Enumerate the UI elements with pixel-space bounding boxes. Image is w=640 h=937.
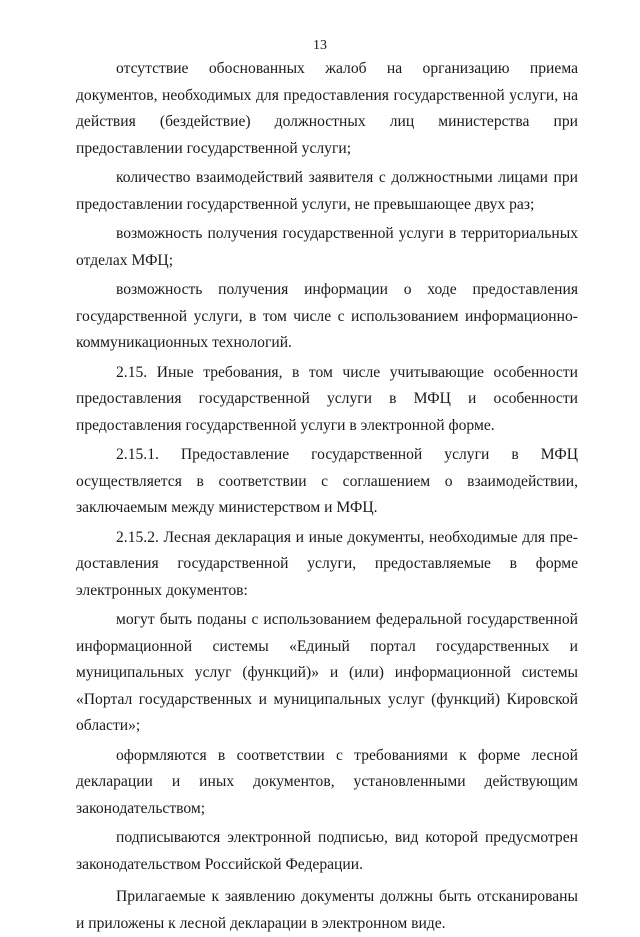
paragraph-submission: могут быть поданы с использованием федеральной государственной информационной системы «Единый портал государственных и муниципальных услуг (функций)» и (или) информационной системы «Портал государственных и муниципальных услуг (функций) Кировской области»;: [76, 611, 578, 734]
paragraph-2-15-1: 2.15.1. Предоставление государственной услуги в МФЦ осуществляется в соответствии с соглашением о взаимодействии, заключаемым между министерством и МФЦ.: [76, 446, 578, 516]
paragraph-attachments: Прилагаемые к заявлению документы должны быть отсканированы и приложены к лесной декларации в электронном виде.: [76, 888, 578, 932]
paragraph-mfc-territorial: возможность получения государственной услуги в территориальных отделах МФЦ;: [76, 225, 578, 269]
paragraph-interactions: количество взаимодействий заявителя с должностными лицами при предоставлении государственной услуги, не превышающее двух раз;: [76, 169, 578, 213]
page-number: 13: [313, 38, 327, 53]
paragraph-2-15: 2.15. Иные требования, в том числе учитывающие особенности предоставления государственной услуги в МФЦ и особенности предоставления государственной услуги в электронной форме.: [76, 363, 578, 434]
paragraph-formatting: оформляются в соответствии с требованиями к форме лесной декларации и иных документов, установленными действующим законодательством;: [76, 746, 578, 817]
paragraph-signature: подписываются электронной подписью, вид которой предусмотрен законодательством Российской Федерации.: [76, 829, 578, 873]
document-body: [76, 56, 578, 937]
paragraph-complaints: отсутствие обоснованных жалоб на организацию приема документов, необходимых для предоставления государственной услуги, на действия (бездействие) должностных лиц министерства при предоставлении государственной услуги;: [76, 60, 578, 157]
paragraph-progress-info: возможность получения информации о ходе предоставления государственной услуги, в том числе с использованием информационно-коммуникационных технологий.: [76, 281, 578, 351]
paragraph-2-15-2: 2.15.2. Лесная декларация и иные документы, необходимые для предоставления государственной услуги, предоставляемые в форме электронных документов:: [76, 528, 578, 599]
